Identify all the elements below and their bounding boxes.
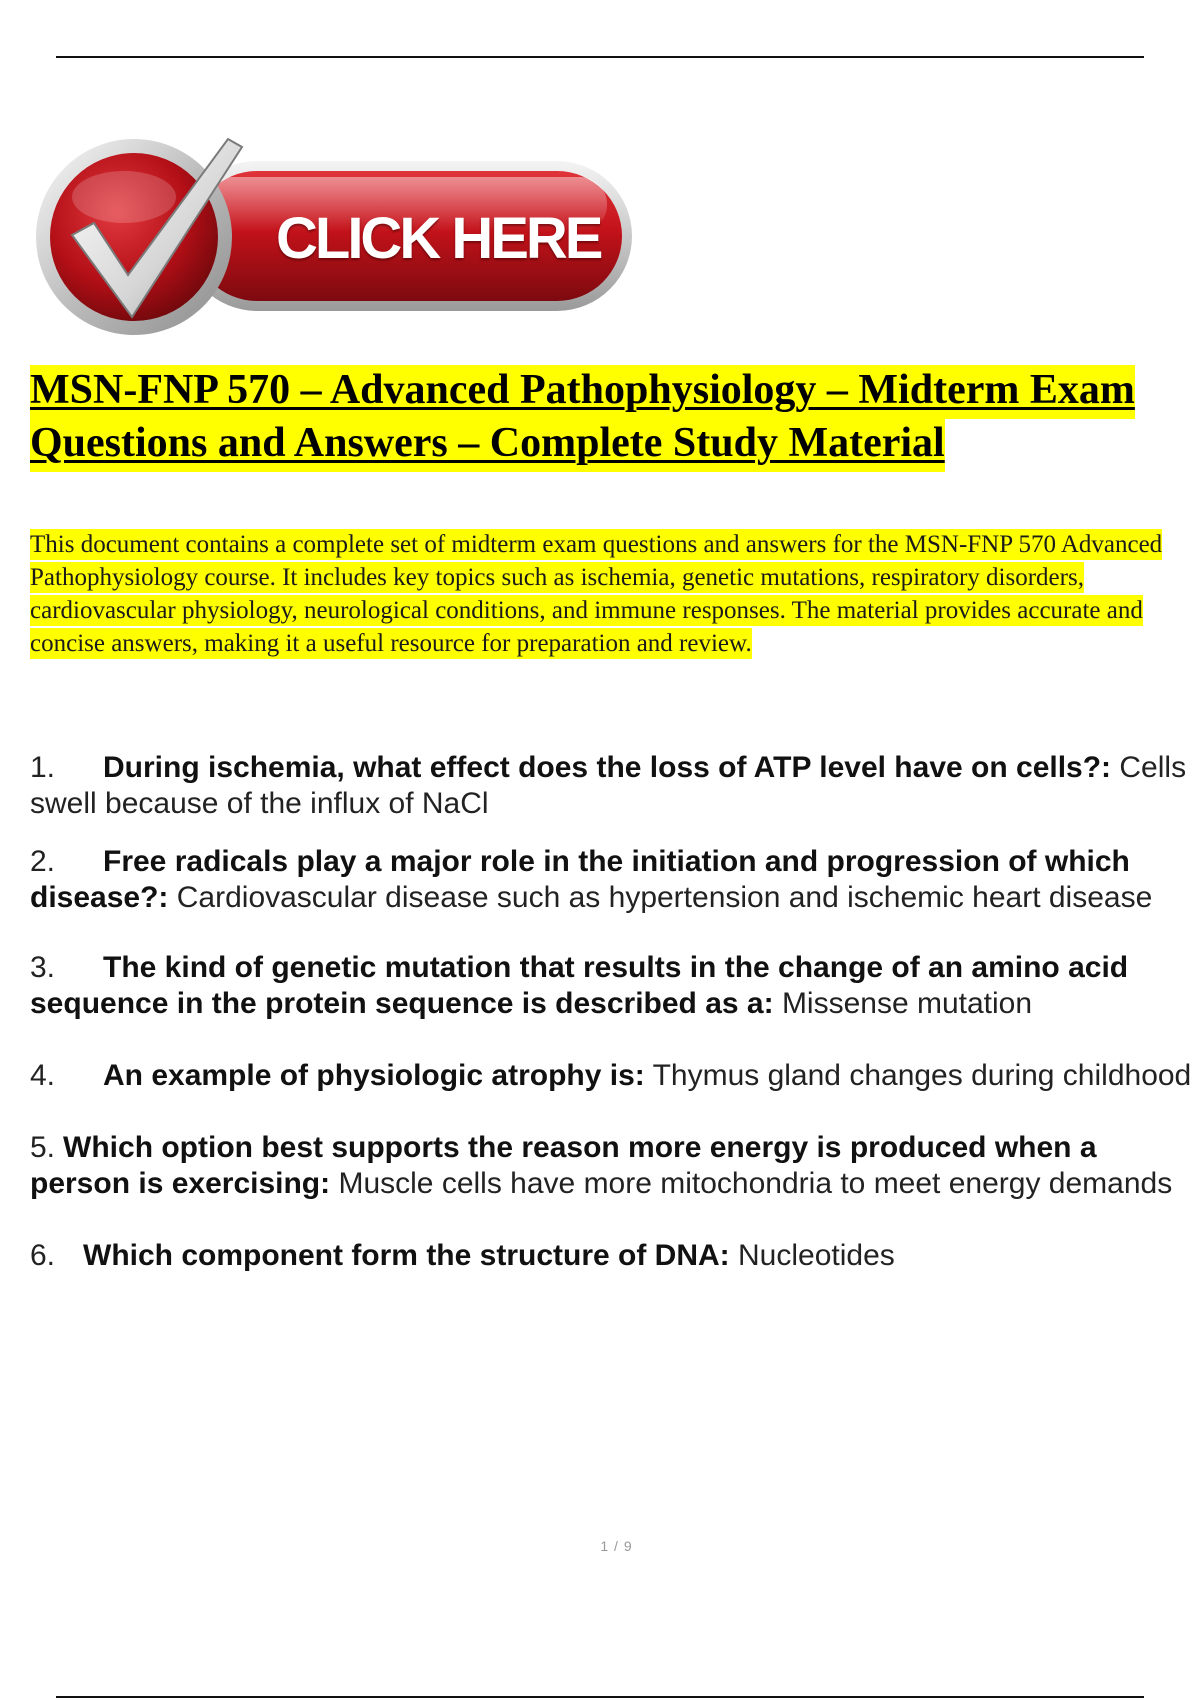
question-number: 6.	[30, 1239, 56, 1272]
question-text: An example of physiologic atrophy is:	[103, 1059, 645, 1092]
question-item	[30, 1238, 1200, 1274]
page-indicator: 1 / 9	[600, 1538, 633, 1554]
question-item	[30, 844, 1200, 916]
document-title-text: MSN-FNP 570 – Advanced Pathophysiology – Midterm Exam Questions and Answers – Complete Study Material	[30, 365, 1135, 472]
question-text: Free radicals play a major role in the initiation and progression of which disease?:	[30, 845, 1130, 914]
question-item	[30, 750, 1200, 822]
question-list	[30, 750, 1200, 1274]
question-number: 5.	[30, 1131, 56, 1164]
intro-paragraph	[30, 528, 1200, 660]
intro-text: This document contains a complete set of midterm exam questions and answers for the MSN-FNP 570 Advanced Pathophysiology course. It includes key topics such as ischemia, genetic mutations, respiratory disorders, cardiovascular physiology, neurological conditions, and immune responses. The material provides accurate and concise answers, making it a useful resource for preparation and review.	[30, 531, 1163, 657]
answer-text: Cardiovascular disease such as hypertension and ischemic heart disease	[176, 881, 1153, 914]
question-text: Which option best supports the reason more energy is produced when a person is exercising:	[30, 1131, 1097, 1200]
answer-text: Nucleotides	[738, 1239, 895, 1272]
question-item	[30, 1130, 1200, 1202]
question-text: During ischemia, what effect does the loss of ATP level have on cells?:	[103, 751, 1112, 784]
question-number: 4.	[30, 1059, 56, 1092]
answer-text: Missense mutation	[781, 987, 1033, 1020]
question-text: The kind of genetic mutation that results in the change of an amino acid sequence in the protein sequence is described as a:	[30, 951, 1129, 1020]
answer-text: Thymus gland changes during childhood	[652, 1059, 1192, 1092]
question-number: 2.	[30, 845, 56, 878]
answer-text: Cells swell because of the influx of NaCl	[30, 751, 1187, 820]
question-number: 3.	[30, 951, 56, 984]
document-title	[30, 364, 1200, 470]
question-item	[30, 1058, 1200, 1094]
answer-text: Muscle cells have more mitochondria to meet energy demands	[338, 1167, 1173, 1200]
question-text: Which component form the structure of DNA:	[83, 1239, 730, 1272]
question-number: 1.	[30, 751, 56, 784]
click-here-button[interactable]	[32, 135, 640, 340]
click-here-label: CLICK HERE	[276, 206, 601, 271]
top-divider	[56, 56, 1144, 58]
question-item	[30, 950, 1200, 1022]
bottom-divider	[56, 1696, 1144, 1698]
